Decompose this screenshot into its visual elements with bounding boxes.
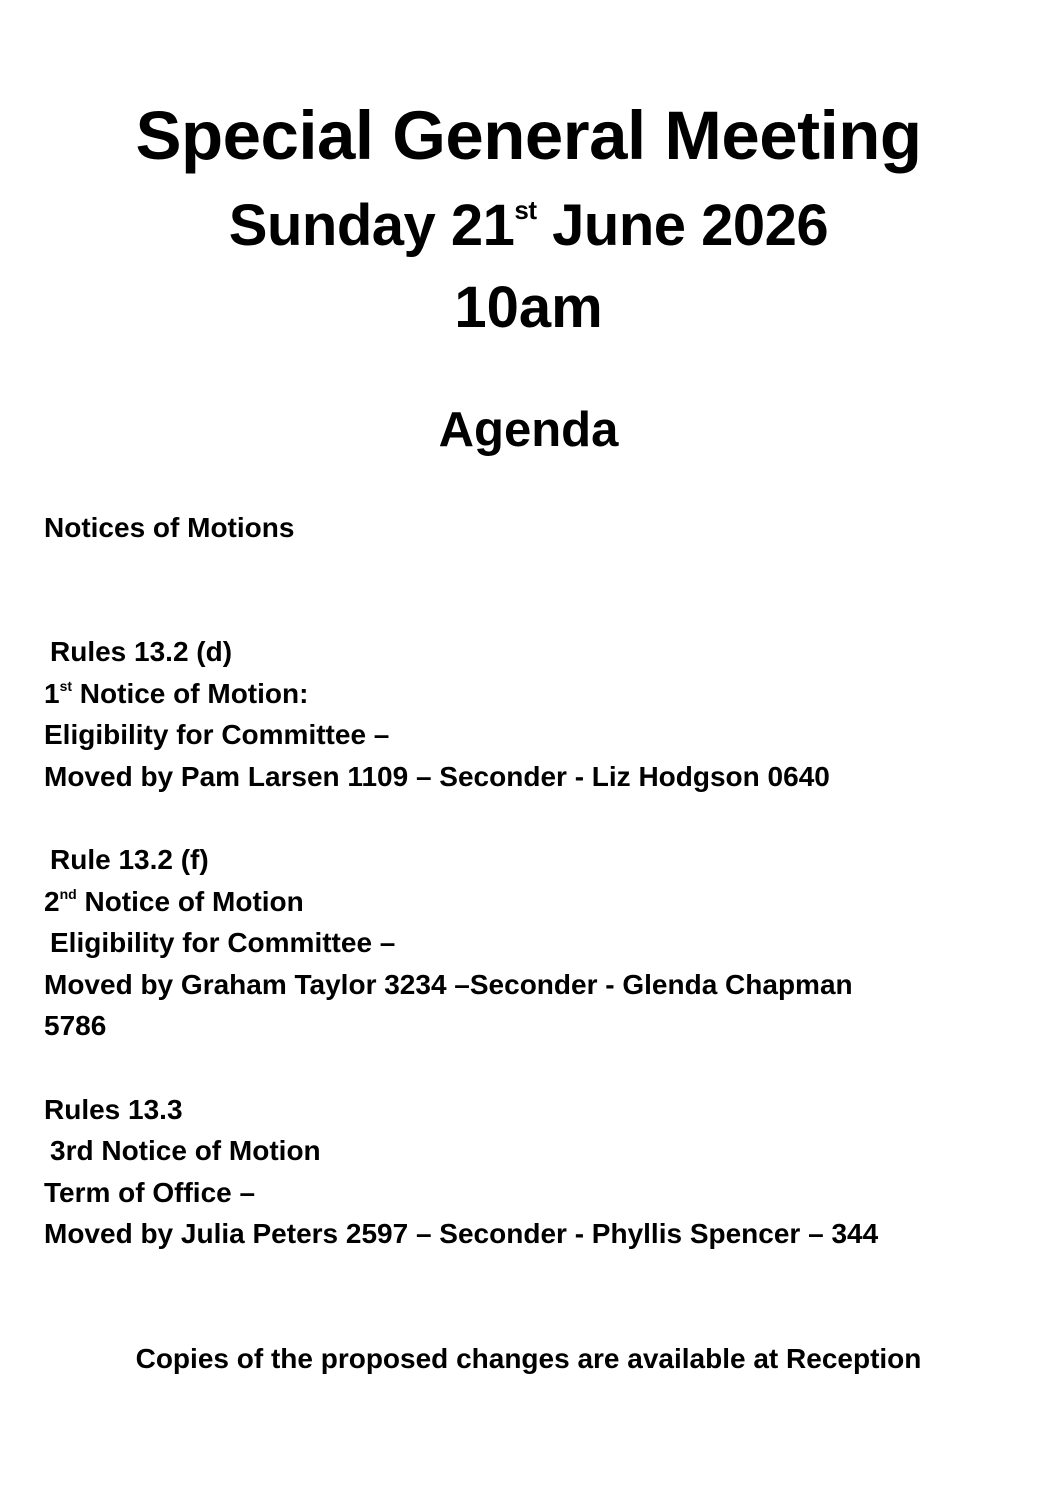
meeting-date <box>0 190 1057 272</box>
date-suffix: June 2026 <box>536 193 829 258</box>
agenda-heading: Agenda <box>438 403 619 457</box>
motion-3-rule: Rules 13.3 <box>44 1094 183 1125</box>
date-ordinal-suffix: st <box>514 195 537 225</box>
motion-2-notice-ordinal: nd <box>59 886 77 902</box>
motion-3-notice: 3rd Notice of Motion <box>50 1135 321 1166</box>
motion-2-notice-num: 2 <box>44 886 60 917</box>
motion-3-subject: Term of Office – <box>44 1177 256 1208</box>
meeting-time: 10am <box>454 275 603 340</box>
motion-1-notice-num: 1 <box>44 678 60 709</box>
section-heading: Notices of Motions <box>44 512 295 543</box>
motion-1-moved-by: Moved by Pam Larsen 1109 – Seconder - Liz Hodgson 0640 <box>44 761 830 792</box>
motion-3-moved-by: Moved by Julia Peters 2597 – Seconder - Phyllis Spencer – 344 <box>44 1218 879 1249</box>
motion-2-moved-by: Moved by Graham Taylor 3234 –Seconder - Glenda Chapman <box>44 969 853 1000</box>
date-prefix: Sunday 21 <box>228 193 515 258</box>
meeting-title: Special General Meeting <box>135 97 922 174</box>
motion-1-subject: Eligibility for Committee – <box>44 719 390 750</box>
motion-1-notice-text: Notice of Motion: <box>72 678 309 709</box>
motion-1-notice-ordinal: st <box>59 678 73 694</box>
motion-2-subject: Eligibility for Committee – <box>50 927 396 958</box>
motion-2-notice <box>44 884 304 924</box>
motion-1-rule: Rules 13.2 (d) <box>50 636 233 667</box>
motion-2-rule: Rule 13.2 (f) <box>50 844 209 875</box>
motion-1-notice <box>44 676 308 716</box>
motion-2-notice-text: Notice of Motion <box>76 886 304 917</box>
motion-2-moved-by-continued: 5786 <box>44 1010 107 1041</box>
footer-note: Copies of the proposed changes are available at Reception <box>135 1343 922 1374</box>
